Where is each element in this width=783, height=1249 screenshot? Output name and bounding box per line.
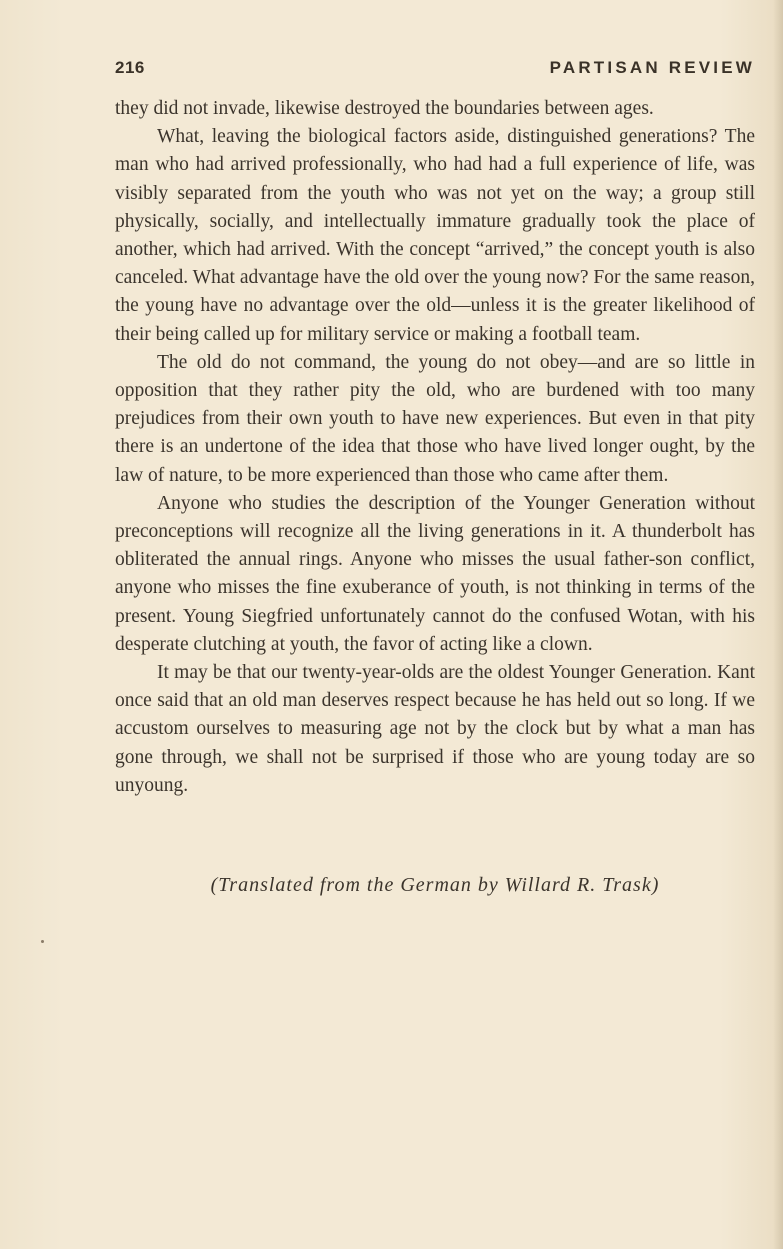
page-number: 216 [115,58,145,77]
paragraph-continued: they did not invade, likewise destroyed the boundaries between ages. [115,98,654,119]
page-header [115,58,755,88]
paragraph: Anyone who studies the description of the Younger Generation without preconceptions will recognize all the living generations in it. A thunderbolt has obliterated the annual rings. Anyone who misses the usual father-son conflict, anyone who misses the fine exuberance of youth, is not thinking in terms of the present. Young Siegfried unfortunately cannot do the confused Wotan, with his desperate clutching at youth, the favor of acting like a clown. [115,492,755,655]
translation-credit: (Translated from the German by Willard R. Trask) [210,874,660,896]
print-speck [41,940,44,943]
page-edge-shadow [773,0,783,1249]
paragraph: It may be that our twenty-year-olds are the oldest Younger Generation. Kant once said that an old man deserves respect because he has held out so long. If we accustom ourselves to measuring age not by the clock but by what a man has gone through, we shall not be surprised if those who are young today are so unyoung. [115,662,755,796]
running-head: PARTISAN REVIEW [549,58,755,77]
paragraph: The old do not command, the young do not obey—and are so little in opposition that they rather pity the old, who are burdened with too many prejudices from their own youth to have new experiences. But even in that pity there is an undertone of the idea that those who have lived longer ought, by the law of nature, to be more experienced than those who came after them. [115,351,755,486]
article-body [115,95,755,800]
paragraph: What, leaving the biological factors aside, distinguished generations? The man who had arrived professionally, who had had a full experience of life, was visibly separated from the youth who was not yet on the way; a group still physically, socially, and intellectually immature gradually took the place of another, which had arrived. With the concept “arrived,” the concept youth is also canceled. What advantage have the old over the young now? For the same reason, the young have no advantage over the old—unless it is the greater likelihood of their being called up for military service or making a football team. [115,126,755,345]
